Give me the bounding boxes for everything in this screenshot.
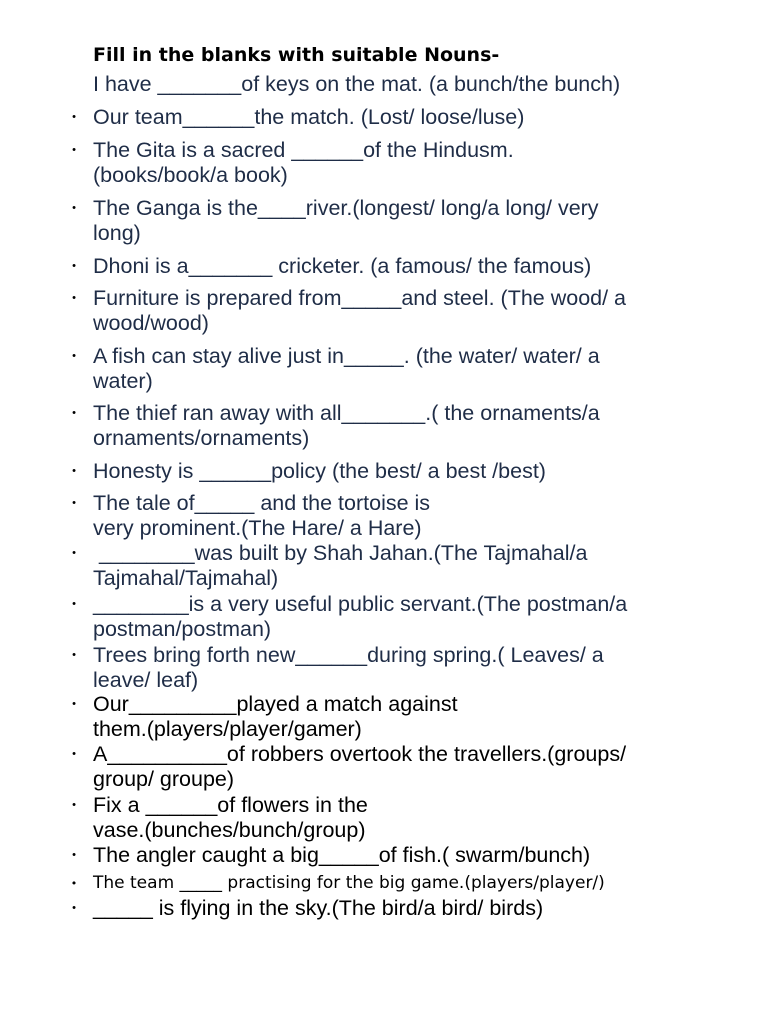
question-line-1: Dhoni is a_______ cricketer. (a famous/ the famous) <box>93 254 592 278</box>
question-line-1: The Ganga is the____river.(longest/ long/a long/ very <box>93 196 599 220</box>
bullet-icon: • <box>72 598 76 610</box>
question-item <box>72 692 753 742</box>
question-item <box>72 105 753 130</box>
bullet-icon: • <box>72 902 76 914</box>
question-line-2: Tajmahal/Tajmahal) <box>93 566 279 590</box>
bullet-icon: • <box>72 849 76 861</box>
bullet-icon: • <box>72 292 76 304</box>
question-line-1: ________was built by Shah Jahan.(The Tajmahal/a <box>93 541 588 565</box>
question-item <box>72 742 753 792</box>
question-item <box>72 344 753 394</box>
bullet-icon: • <box>70 877 78 890</box>
question-item <box>72 541 753 591</box>
question-line-1: Furniture is prepared from_____and steel. (The wood/ a <box>93 286 627 310</box>
question-line-1: Fix a ______of flowers in the <box>93 793 368 817</box>
bullet-icon: • <box>72 649 76 661</box>
question-item <box>72 793 753 843</box>
question-line-2: water) <box>93 369 153 393</box>
bullet-icon: • <box>72 497 76 509</box>
question-line-2: wood/wood) <box>93 311 209 335</box>
question-line-1: Our team______the match. (Lost/ loose/luse) <box>93 105 525 129</box>
bullet-icon: • <box>72 799 76 811</box>
bullet-icon: • <box>72 144 76 156</box>
question-line-1: The Gita is a sacred ______of the Hindusm. <box>93 138 514 162</box>
bullet-icon: • <box>72 260 76 272</box>
worksheet-title: Fill in the blanks with suitable Nouns- <box>93 44 500 66</box>
question-line-2: ornaments/ornaments) <box>93 426 310 450</box>
question-item <box>72 138 753 188</box>
question-item <box>72 459 753 484</box>
question-line-2: group/ groupe) <box>93 767 235 791</box>
question-line-1: The angler caught a big_____of fish.( swarm/bunch) <box>93 843 591 867</box>
bullet-icon: • <box>72 111 76 123</box>
question-item <box>70 871 753 896</box>
question-line-2: leave/ leaf) <box>93 668 199 692</box>
question-line-1: ________is a very useful public servant.(The postman/a <box>93 592 628 616</box>
bullet-icon: • <box>72 547 76 559</box>
question-line-2: long) <box>93 221 141 245</box>
question-line-1: The thief ran away with all_______.( the ornaments/a <box>93 401 600 425</box>
question-line-1: Trees bring forth new______during spring.( Leaves/ a <box>93 643 604 667</box>
question-item <box>72 643 753 693</box>
question-item <box>72 843 753 868</box>
question-line-1: _____ is flying in the sky.(The bird/a bird/ birds) <box>93 896 544 920</box>
bullet-icon: • <box>72 698 76 710</box>
question-line-1: Our_________played a match against <box>93 692 458 716</box>
question-line-1: Honesty is ______policy (the best/ a best /best) <box>93 459 546 483</box>
question-line-2: vase.(bunches/bunch/group) <box>93 818 366 842</box>
question-line-1: The tale of_____ and the tortoise is <box>93 491 431 515</box>
intro-sentence: I have _______of keys on the mat. (a bunch/the bunch) <box>93 72 621 96</box>
bullet-icon: • <box>72 202 76 214</box>
question-item <box>72 592 753 642</box>
question-line-2: (books/book/a book) <box>93 163 288 187</box>
question-line-2: postman/postman) <box>93 617 272 641</box>
question-item <box>72 491 753 541</box>
question-line-1: A fish can stay alive just in_____. (the water/ water/ a <box>93 344 600 368</box>
question-line-1: A__________of robbers overtook the travellers.(groups/ <box>93 742 627 766</box>
bullet-icon: • <box>72 407 76 419</box>
question-item <box>72 254 753 279</box>
question-item <box>72 286 753 336</box>
bullet-icon: • <box>72 748 76 760</box>
question-item <box>72 196 753 246</box>
question-line-2: very prominent.(The Hare/ a Hare) <box>93 516 422 540</box>
question-item <box>72 896 753 921</box>
question-line-2: them.(players/player/gamer) <box>93 717 362 741</box>
question-item <box>72 401 753 451</box>
bullet-icon: • <box>72 465 76 477</box>
bullet-icon: • <box>72 350 76 362</box>
question-line-1: The team _____ practising for the big game.(players/player/) <box>93 873 605 893</box>
